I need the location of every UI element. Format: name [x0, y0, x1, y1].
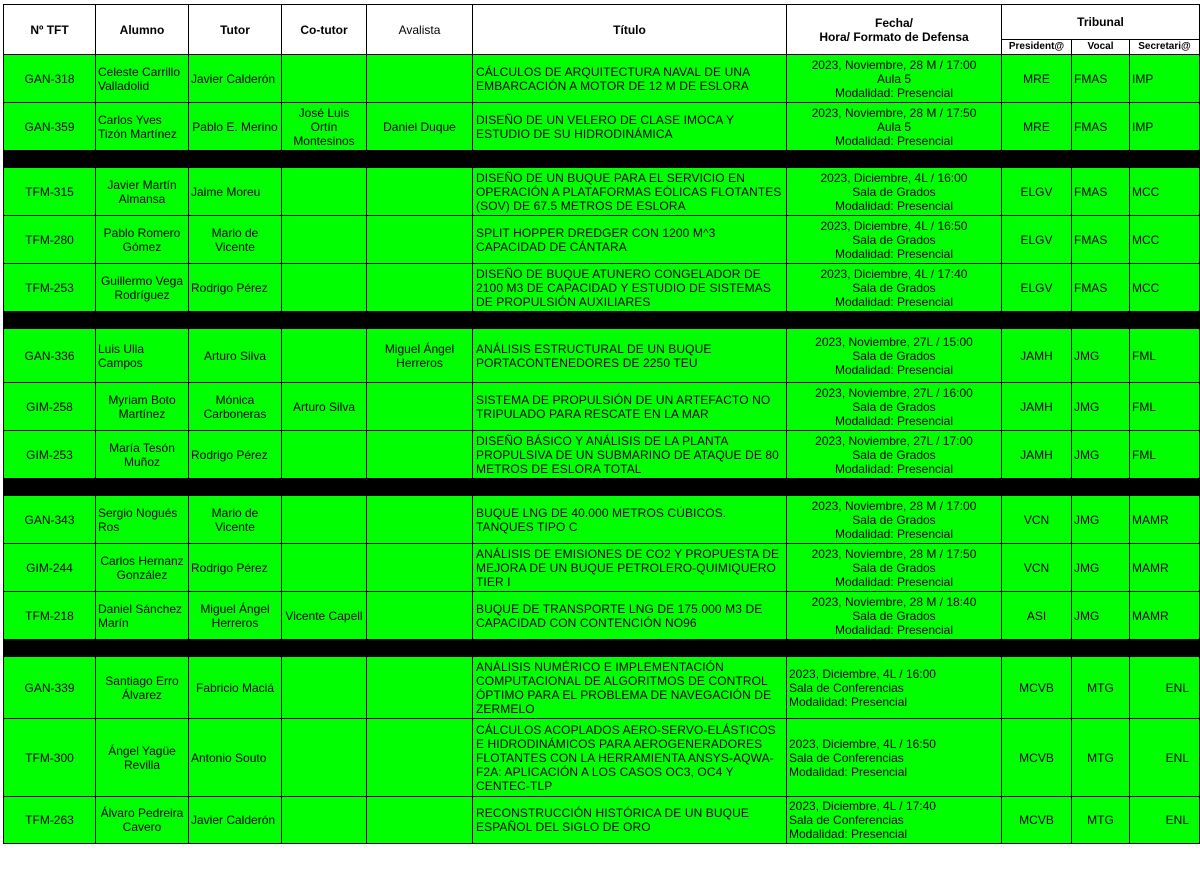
cell-presidente: MCVB — [1002, 719, 1072, 797]
cell-cotutor — [282, 657, 367, 719]
fecha-line: 2023, Diciembre, 4L / 16:00 — [820, 170, 968, 185]
cell-tutor: Pablo E. Merino — [189, 103, 282, 151]
cell-presidente: JAMH — [1002, 383, 1072, 431]
cell-alumno: Carlos Yves Tizón Martínez — [96, 103, 189, 151]
cell-vocal: MTG — [1072, 657, 1130, 719]
cell-vocal: JMG — [1072, 544, 1130, 592]
cell-tutor: Antonio Souto — [189, 719, 282, 797]
cell-alumno: María Tesón Muñoz — [96, 431, 189, 479]
fecha-line: Sala de Grados — [852, 608, 936, 623]
header-presidente: President@ — [1002, 40, 1072, 55]
cell-secretario: ENL — [1130, 657, 1200, 719]
cell-secretario: IMP — [1130, 55, 1200, 103]
cell-avalista: Miguel Ángel Herreros — [367, 329, 473, 383]
table-header — [4, 5, 1200, 55]
cell-num: TFM-300 — [4, 719, 96, 797]
cell-vocal: MTG — [1072, 719, 1130, 797]
cell-presidente: ELGV — [1002, 264, 1072, 312]
cell-tutor: Javier Calderón — [189, 55, 282, 103]
cell-secretario: MAMR — [1130, 496, 1200, 544]
separator-bar — [4, 479, 1200, 496]
table-row — [4, 496, 1200, 544]
cell-titulo: ANÁLISIS ESTRUCTURAL DE UN BUQUE PORTACONTENEDORES DE 2250 TEU — [473, 329, 787, 383]
header-vocal: Vocal — [1072, 40, 1130, 55]
header-num: Nº TFT — [4, 5, 96, 55]
cell-alumno: Sergio Nogués Ros — [96, 496, 189, 544]
group-separator — [4, 479, 1200, 496]
fecha-line: 2023, Noviembre, 28 M / 18:40 — [811, 594, 977, 609]
fecha-line: Aula 5 — [876, 71, 912, 86]
header-avalista: Avalista — [367, 5, 473, 55]
cell-secretario: FML — [1130, 329, 1200, 383]
fecha-line: Modalidad: Presencial — [789, 694, 908, 709]
cell-cotutor — [282, 329, 367, 383]
cell-titulo: ANÁLISIS DE EMISIONES DE CO2 Y PROPUESTA DE MEJORA DE UN BUQUE PETROLERO-QUIMIQUERO TIER I — [473, 544, 787, 592]
cell-secretario: FML — [1130, 431, 1200, 479]
cell-num: GAN-359 — [4, 103, 96, 151]
cell-vocal: MTG — [1072, 797, 1130, 844]
table-row — [4, 544, 1200, 592]
cell-num: TFM-253 — [4, 264, 96, 312]
fecha-line: Modalidad: Presencial — [834, 85, 954, 100]
fecha-line: Sala de Grados — [852, 348, 936, 363]
cell-fecha — [787, 264, 1002, 312]
cell-presidente: MRE — [1002, 103, 1072, 151]
cell-num: GIM-253 — [4, 431, 96, 479]
table-row — [4, 657, 1200, 719]
cell-tutor: Arturo Silva — [189, 329, 282, 383]
cell-vocal: JMG — [1072, 431, 1130, 479]
cell-vocal: FMAS — [1072, 103, 1130, 151]
cell-tutor: Rodrigo Pérez — [189, 544, 282, 592]
cell-alumno: Pablo Romero Gómez — [96, 216, 189, 264]
fecha-line: 2023, Diciembre, 4L / 17:40 — [820, 266, 968, 281]
cell-fecha — [787, 168, 1002, 216]
fecha-line: Modalidad: Presencial — [789, 764, 908, 779]
cell-avalista — [367, 719, 473, 797]
cell-num: GAN-343 — [4, 496, 96, 544]
cell-cotutor — [282, 55, 367, 103]
cell-num: TFM-218 — [4, 592, 96, 640]
cell-vocal: FMAS — [1072, 264, 1130, 312]
fecha-line: Modalidad: Presencial — [834, 461, 954, 476]
fecha-line: Aula 5 — [876, 119, 912, 134]
cell-num: GIM-244 — [4, 544, 96, 592]
cell-cotutor — [282, 496, 367, 544]
cell-avalista — [367, 55, 473, 103]
cell-titulo: ANÁLISIS NUMÉRICO E IMPLEMENTACIÓN COMPUTACIONAL DE ALGORITMOS DE CONTROL ÓPTIMO PARA EL PROBLEMA DE NAVEGACIÓN DE ZERMELO — [473, 657, 787, 719]
cell-vocal: JMG — [1072, 383, 1130, 431]
cell-avalista: Daniel Duque — [367, 103, 473, 151]
cell-alumno: Carlos Hernanz González — [96, 544, 189, 592]
fecha-line: Modalidad: Presencial — [834, 362, 954, 377]
header-tutor: Tutor — [189, 5, 282, 55]
cell-avalista — [367, 216, 473, 264]
cell-secretario: ENL — [1130, 719, 1200, 797]
fecha-line: Sala de Grados — [852, 232, 936, 247]
fecha-line: 2023, Noviembre, 28 M / 17:00 — [811, 498, 977, 513]
cell-tutor: Mario de Vicente — [189, 496, 282, 544]
cell-avalista — [367, 264, 473, 312]
table-row — [4, 168, 1200, 216]
group-separator — [4, 640, 1200, 657]
fecha-line: Sala de Grados — [852, 280, 936, 295]
cell-avalista — [367, 431, 473, 479]
fecha-line: 2023, Diciembre, 4L / 16:50 — [789, 736, 936, 751]
cell-titulo: CÁLCULOS ACOPLADOS AERO-SERVO-ELÁSTICOS E HIDRODINÁMICOS PARA AEROGENERADORES FLOTANTES CON LA HERRAMIENTA ANSYS-AQWA-F2A: APLICACIÓN A LOS CASOS OC3, OC4 Y CENTEC-TLP — [473, 719, 787, 797]
cell-num: TFM-280 — [4, 216, 96, 264]
cell-cotutor — [282, 168, 367, 216]
cell-presidente: JAMH — [1002, 329, 1072, 383]
cell-alumno: Celeste Carrillo Valladolid — [96, 55, 189, 103]
cell-fecha — [787, 719, 1002, 797]
table-row — [4, 431, 1200, 479]
separator-bar — [4, 640, 1200, 657]
table-row — [4, 103, 1200, 151]
fecha-line: 2023, Noviembre, 27L / 17:00 — [815, 433, 973, 448]
cell-titulo: DISEÑO DE UN BUQUE PARA EL SERVICIO EN OPERACIÓN A PLATAFORMAS EÓLICAS FLOTANTES (SOV) DE 67.5 METROS DE ESLORA — [473, 168, 787, 216]
separator-bar — [4, 312, 1200, 329]
cell-tutor: Mario de Vicente — [189, 216, 282, 264]
fecha-line: 2023, Diciembre, 4L / 16:50 — [820, 218, 968, 233]
fecha-line: Sala de Grados — [852, 560, 936, 575]
cell-secretario: MCC — [1130, 264, 1200, 312]
cell-num: GIM-258 — [4, 383, 96, 431]
cell-titulo: BUQUE DE TRANSPORTE LNG DE 175.000 M3 DE CAPACIDAD CON CONTENCIÓN NO96 — [473, 592, 787, 640]
fecha-line: Modalidad: Presencial — [834, 246, 954, 261]
fecha-line: 2023, Noviembre, 27L / 16:00 — [815, 385, 973, 400]
fecha-line: Modalidad: Presencial — [834, 198, 954, 213]
fecha-line: 2023, Noviembre, 28 M / 17:50 — [811, 105, 977, 120]
group-separator — [4, 312, 1200, 329]
cell-vocal: FMAS — [1072, 168, 1130, 216]
separator-bar — [4, 151, 1200, 168]
cell-secretario: MCC — [1130, 216, 1200, 264]
cell-secretario: MAMR — [1130, 544, 1200, 592]
cell-cotutor: José Luis Ortín Montesinos — [282, 103, 367, 151]
fecha-line: Modalidad: Presencial — [834, 294, 954, 309]
cell-alumno: Guillermo Vega Rodríguez — [96, 264, 189, 312]
cell-tutor: Jaime Moreu — [189, 168, 282, 216]
table-row — [4, 264, 1200, 312]
cell-fecha — [787, 216, 1002, 264]
header-fecha — [787, 5, 1002, 55]
cell-fecha — [787, 329, 1002, 383]
cell-tutor: Miguel Ángel Herreros — [189, 592, 282, 640]
cell-alumno: Javier Martín Almansa — [96, 168, 189, 216]
cell-titulo: SPLIT HOPPER DREDGER CON 1200 M^3 CAPACIDAD DE CÁNTARA — [473, 216, 787, 264]
cell-alumno: Myriam Boto Martínez — [96, 383, 189, 431]
cell-cotutor — [282, 544, 367, 592]
cell-avalista — [367, 544, 473, 592]
fecha-line: Modalidad: Presencial — [834, 526, 954, 541]
cell-vocal: JMG — [1072, 592, 1130, 640]
fecha-line: 2023, Noviembre, 28 M / 17:00 — [811, 57, 977, 72]
cell-presidente: ELGV — [1002, 216, 1072, 264]
cell-alumno: Santiago Erro Álvarez — [96, 657, 189, 719]
group-separator — [4, 151, 1200, 168]
cell-avalista — [367, 496, 473, 544]
table-row — [4, 329, 1200, 383]
fecha-line: Modalidad: Presencial — [789, 827, 908, 841]
table-row — [4, 216, 1200, 264]
cell-cotutor — [282, 264, 367, 312]
cell-num: GAN-318 — [4, 55, 96, 103]
cell-titulo: DISEÑO DE BUQUE ATUNERO CONGELADOR DE 2100 M3 DE CAPACIDAD Y ESTUDIO DE SISTEMAS DE PROPULSIÓN AUXILIARES — [473, 264, 787, 312]
cell-titulo: CÁLCULOS DE ARQUITECTURA NAVAL DE UNA EMBARCACIÓN A MOTOR DE 12 M DE ESLORA — [473, 55, 787, 103]
cell-presidente: MRE — [1002, 55, 1072, 103]
table-row — [4, 592, 1200, 640]
cell-cotutor: Vicente Capell — [282, 592, 367, 640]
cell-tutor: Rodrigo Pérez — [189, 264, 282, 312]
cell-avalista — [367, 168, 473, 216]
cell-num: GAN-339 — [4, 657, 96, 719]
cell-fecha — [787, 431, 1002, 479]
cell-presidente: JAMH — [1002, 431, 1072, 479]
fecha-line: Modalidad: Presencial — [834, 574, 954, 589]
fecha-line: 2023, Noviembre, 27L / 15:00 — [815, 334, 973, 349]
cell-titulo: SISTEMA DE PROPULSIÓN DE UN ARTEFACTO NO TRIPULADO PARA RESCATE EN LA MAR — [473, 383, 787, 431]
cell-fecha — [787, 592, 1002, 640]
cell-fecha — [787, 797, 1002, 844]
cell-titulo: RECONSTRUCCIÓN HISTÓRICA DE UN BUQUE ESPAÑOL DEL SIGLO DE ORO — [473, 797, 787, 844]
cell-secretario: IMP — [1130, 103, 1200, 151]
cell-fecha — [787, 103, 1002, 151]
cell-avalista — [367, 657, 473, 719]
table-row — [4, 719, 1200, 797]
cell-tutor: Fabricio Maciá — [189, 657, 282, 719]
cell-fecha — [787, 496, 1002, 544]
cell-titulo: DISEÑO DE UN VELERO DE CLASE IMOCA Y ESTUDIO DE SU HIDRODINÁMICA — [473, 103, 787, 151]
header-secretario: Secretari@ — [1130, 40, 1200, 55]
fecha-line: Modalidad: Presencial — [834, 622, 954, 637]
defense-schedule-table — [3, 4, 1200, 844]
cell-tutor: Javier Calderón — [189, 797, 282, 844]
fecha-line: Sala de Grados — [852, 447, 936, 462]
cell-vocal: FMAS — [1072, 216, 1130, 264]
table-row — [4, 797, 1200, 844]
cell-cotutor — [282, 797, 367, 844]
cell-titulo: BUQUE LNG DE 40.000 METROS CÚBICOS. TANQUES TIPO C — [473, 496, 787, 544]
fecha-line: Modalidad: Presencial — [834, 133, 954, 148]
fecha-line: Sala de Grados — [852, 399, 936, 414]
cell-presidente: MCVB — [1002, 797, 1072, 844]
fecha-line: 2023, Diciembre, 4L / 16:00 — [789, 666, 936, 681]
cell-alumno: Álvaro Pedreira Cavero — [96, 797, 189, 844]
cell-secretario: ENL — [1130, 797, 1200, 844]
header-fecha-line2: Hora/ Formato de Defensa — [819, 29, 969, 44]
table-body — [4, 55, 1200, 844]
cell-num: GAN-336 — [4, 329, 96, 383]
fecha-line: 2023, Noviembre, 28 M / 17:50 — [811, 546, 977, 561]
header-alumno: Alumno — [96, 5, 189, 55]
cell-cotutor — [282, 719, 367, 797]
fecha-line: Sala de Conferencias — [789, 680, 904, 695]
cell-cotutor — [282, 216, 367, 264]
header-tribunal: Tribunal — [1002, 5, 1200, 40]
cell-fecha — [787, 544, 1002, 592]
header-fecha-line1: Fecha/ — [874, 15, 913, 30]
cell-tutor: Mónica Carboneras — [189, 383, 282, 431]
cell-fecha — [787, 383, 1002, 431]
cell-secretario: MAMR — [1130, 592, 1200, 640]
cell-alumno: Luis Ulla Campos — [96, 329, 189, 383]
cell-cotutor — [282, 431, 367, 479]
header-cotutor: Co-tutor — [282, 5, 367, 55]
cell-vocal: JMG — [1072, 496, 1130, 544]
cell-alumno: Daniel Sánchez Marín — [96, 592, 189, 640]
fecha-line: Modalidad: Presencial — [834, 413, 954, 428]
cell-alumno: Ángel Yagüe Revilla — [96, 719, 189, 797]
cell-fecha — [787, 55, 1002, 103]
cell-tutor: Rodrigo Pérez — [189, 431, 282, 479]
fecha-line: 2023, Diciembre, 4L / 17:40 — [789, 799, 936, 813]
cell-vocal: FMAS — [1072, 55, 1130, 103]
cell-vocal: JMG — [1072, 329, 1130, 383]
table-row — [4, 55, 1200, 103]
cell-presidente: MCVB — [1002, 657, 1072, 719]
cell-cotutor: Arturo Silva — [282, 383, 367, 431]
cell-presidente: VCN — [1002, 544, 1072, 592]
fecha-line: Sala de Grados — [852, 184, 936, 199]
table-row — [4, 383, 1200, 431]
fecha-line: Sala de Conferencias — [789, 750, 904, 765]
cell-presidente: ELGV — [1002, 168, 1072, 216]
cell-presidente: ASI — [1002, 592, 1072, 640]
fecha-line: Sala de Grados — [852, 512, 936, 527]
cell-num: TFM-263 — [4, 797, 96, 844]
cell-fecha — [787, 657, 1002, 719]
cell-avalista — [367, 592, 473, 640]
cell-presidente: VCN — [1002, 496, 1072, 544]
header-titulo: Título — [473, 5, 787, 55]
fecha-line: Sala de Conferencias — [789, 813, 904, 827]
cell-num: TFM-315 — [4, 168, 96, 216]
cell-avalista — [367, 797, 473, 844]
cell-titulo: DISEÑO BÁSICO Y ANÁLISIS DE LA PLANTA PROPULSIVA DE UN SUBMARINO DE ATAQUE DE 80 METROS DE ESLORA TOTAL — [473, 431, 787, 479]
cell-secretario: FML — [1130, 383, 1200, 431]
cell-avalista — [367, 383, 473, 431]
cell-secretario: MCC — [1130, 168, 1200, 216]
